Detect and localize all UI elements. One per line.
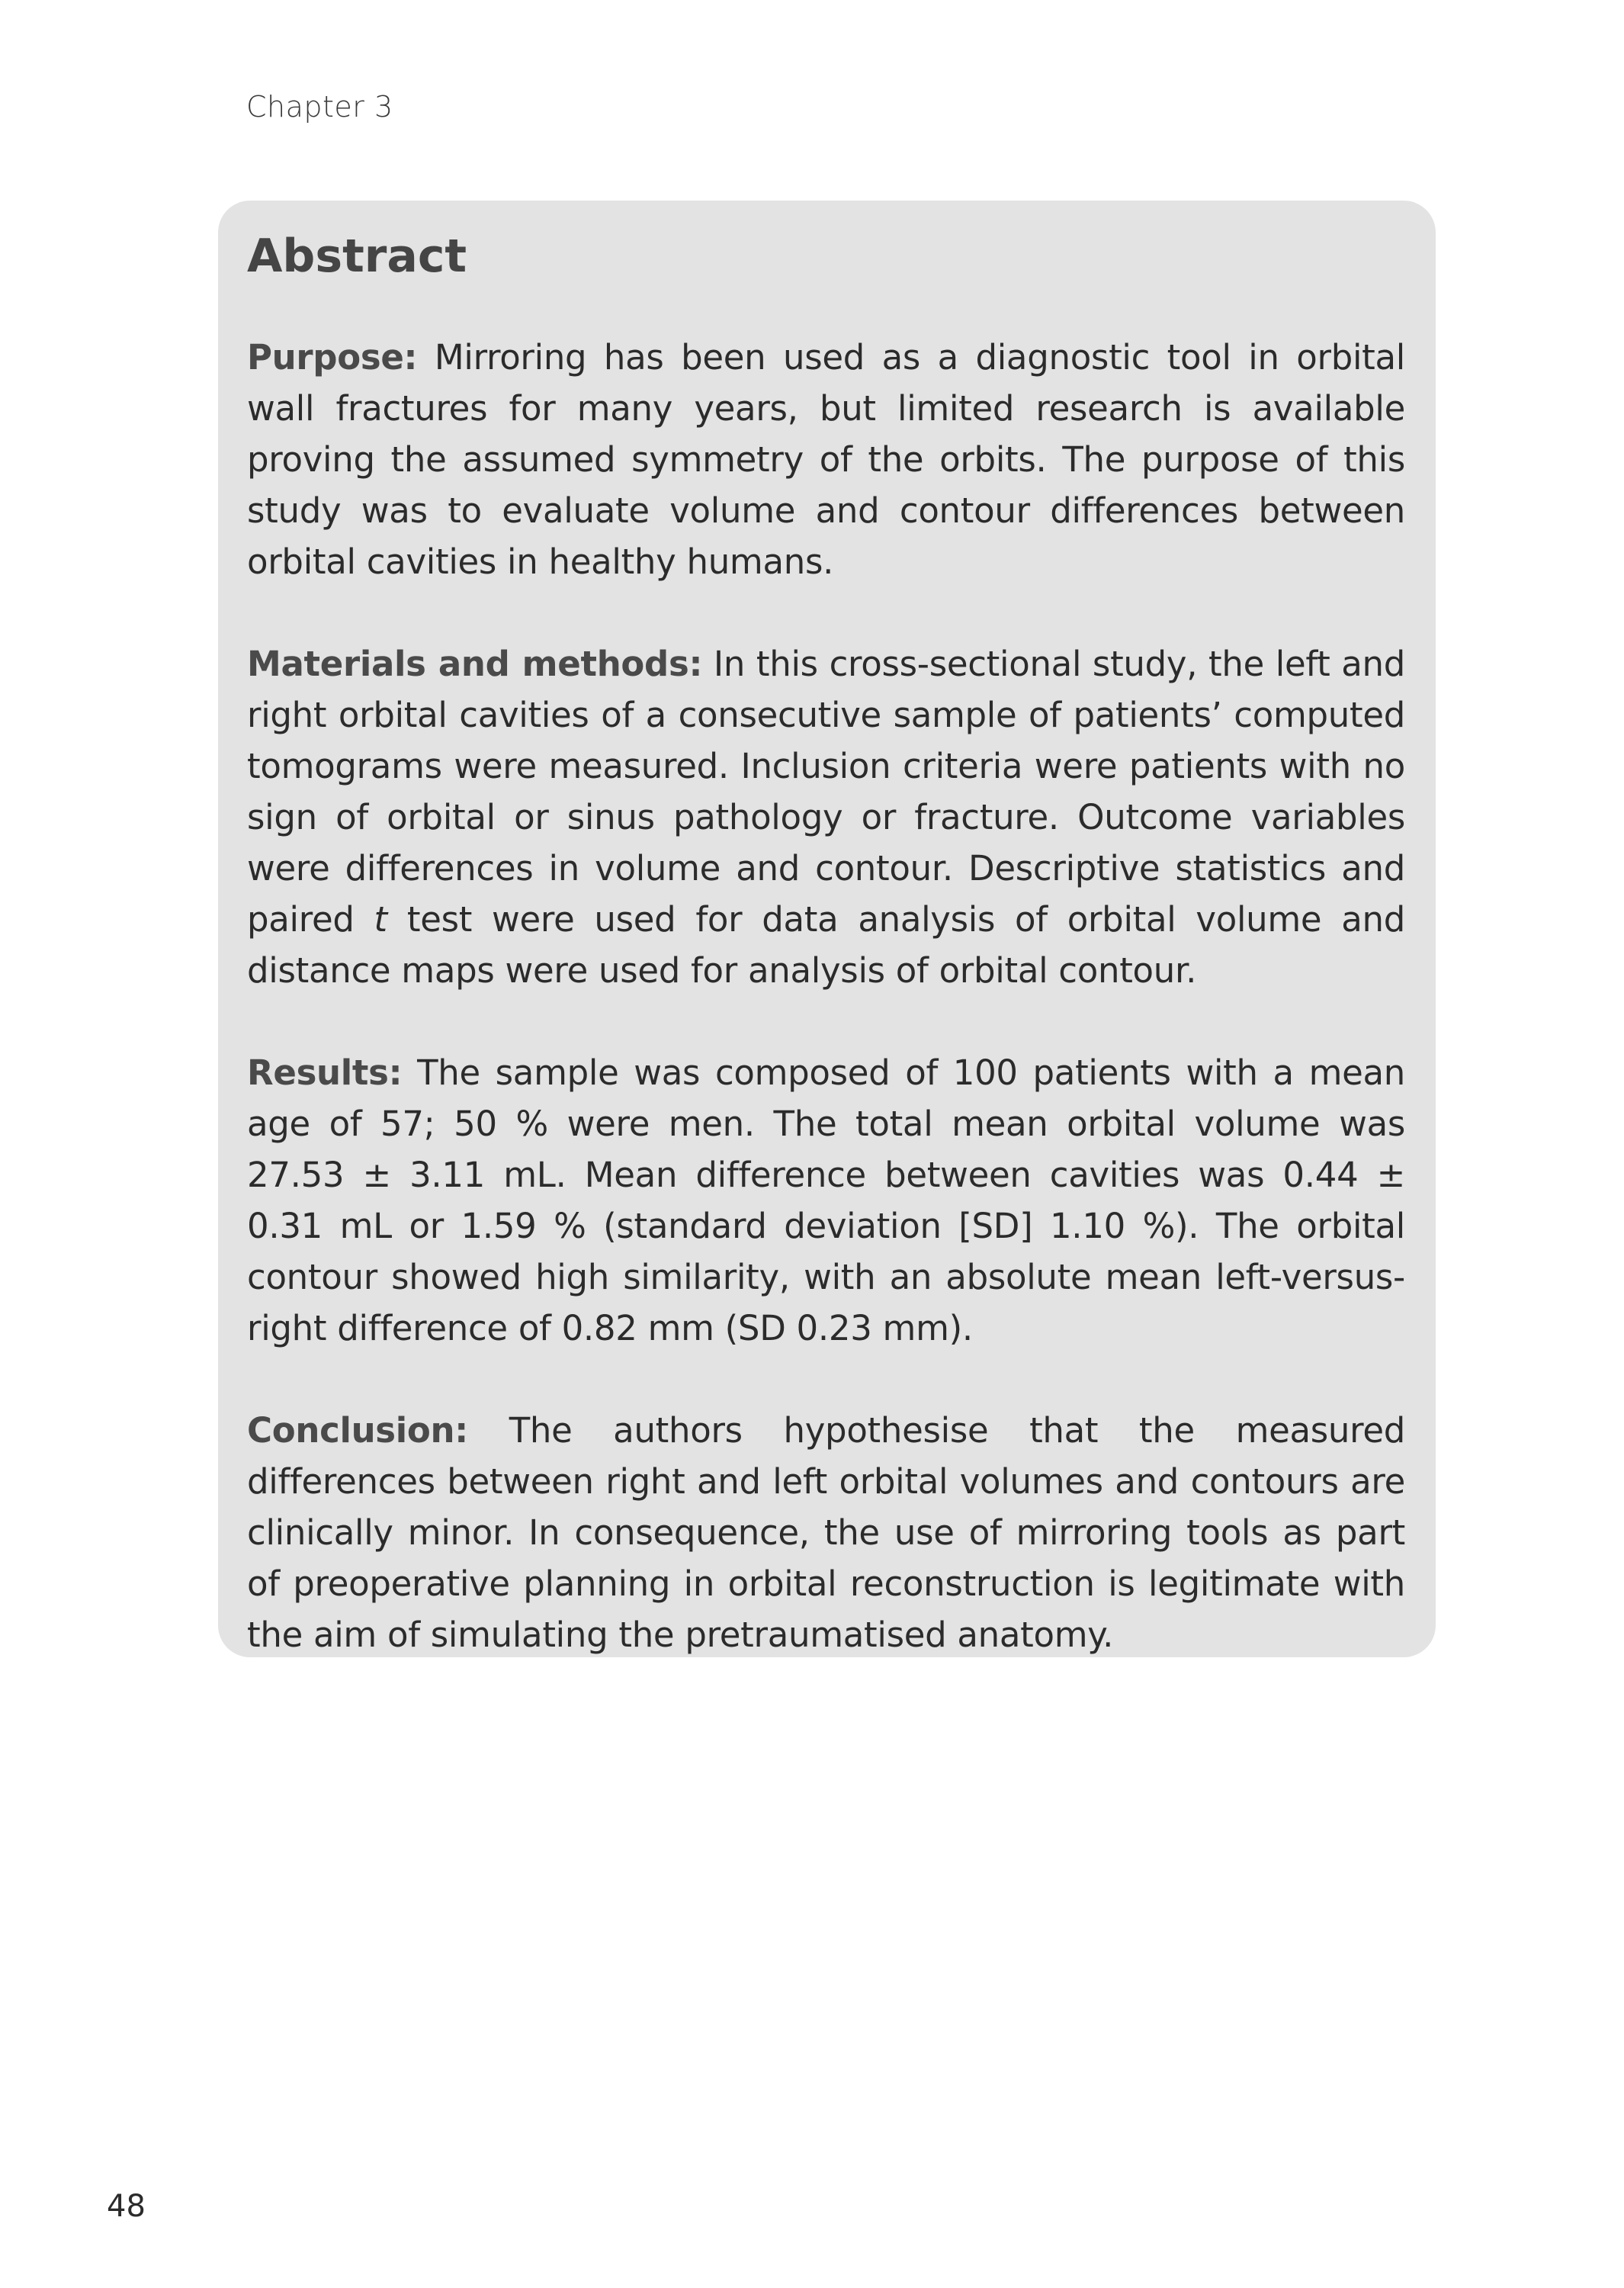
results-text: The sample was composed of 100 patients with a mean age of 57; 50 % were men. The total mean orbital volume was 27.53 ± 3.11 mL. Mean difference between cavities was 0.44 ± 0.31 mL or 1.59 % (standard deviation [SD] 1.10 %). The orbital contour showed high similarity, with an absolute mean left-versus-right difference of 0.82 mm (SD 0.23 mm). <box>247 1052 1405 1348</box>
results-heading: Results: <box>247 1052 403 1093</box>
abstract-purpose <box>247 332 1405 587</box>
conclusion-heading: Conclusion: <box>247 1410 468 1451</box>
abstract-results <box>247 1047 1405 1354</box>
methods-text-before: In this cross-sectional study, the left and right orbital cavities of a consecutive sample of patients’ computed tomograms were measured. Inclusion criteria were patients with no sign of orbital or sinus pathology or fracture. Outcome variables were differences in volume and contour. Descriptive statistics and paired <box>247 644 1405 940</box>
running-header: Chapter 3 <box>246 90 393 124</box>
methods-italic-t: t <box>374 899 387 940</box>
methods-text-after: test were used for data analysis of orbital volume and distance maps were used for analysis of orbital contour. <box>247 899 1405 991</box>
purpose-heading: Purpose: <box>247 337 418 378</box>
abstract-methods <box>247 638 1405 996</box>
conclusion-text: The authors hypothesise that the measured differences between right and left orbital volumes and contours are clinically minor. In consequence, the use of mirroring tools as part of preoperative planning in orbital reconstruction is legitimate with the aim of simulating the pretraumatised anatomy. <box>247 1410 1405 1655</box>
abstract-box <box>218 201 1436 1657</box>
abstract-title: Abstract <box>247 230 467 283</box>
page-number: 48 <box>107 2189 146 2224</box>
purpose-text: Mirroring has been used as a diagnostic tool in orbital wall fractures for many years, but limited research is available proving the assumed symmetry of the orbits. The purpose of this study was to evaluate volume and contour differences between orbital cavities in healthy humans. <box>247 337 1405 582</box>
methods-heading: Materials and methods: <box>247 644 703 684</box>
abstract-conclusion <box>247 1405 1405 1660</box>
